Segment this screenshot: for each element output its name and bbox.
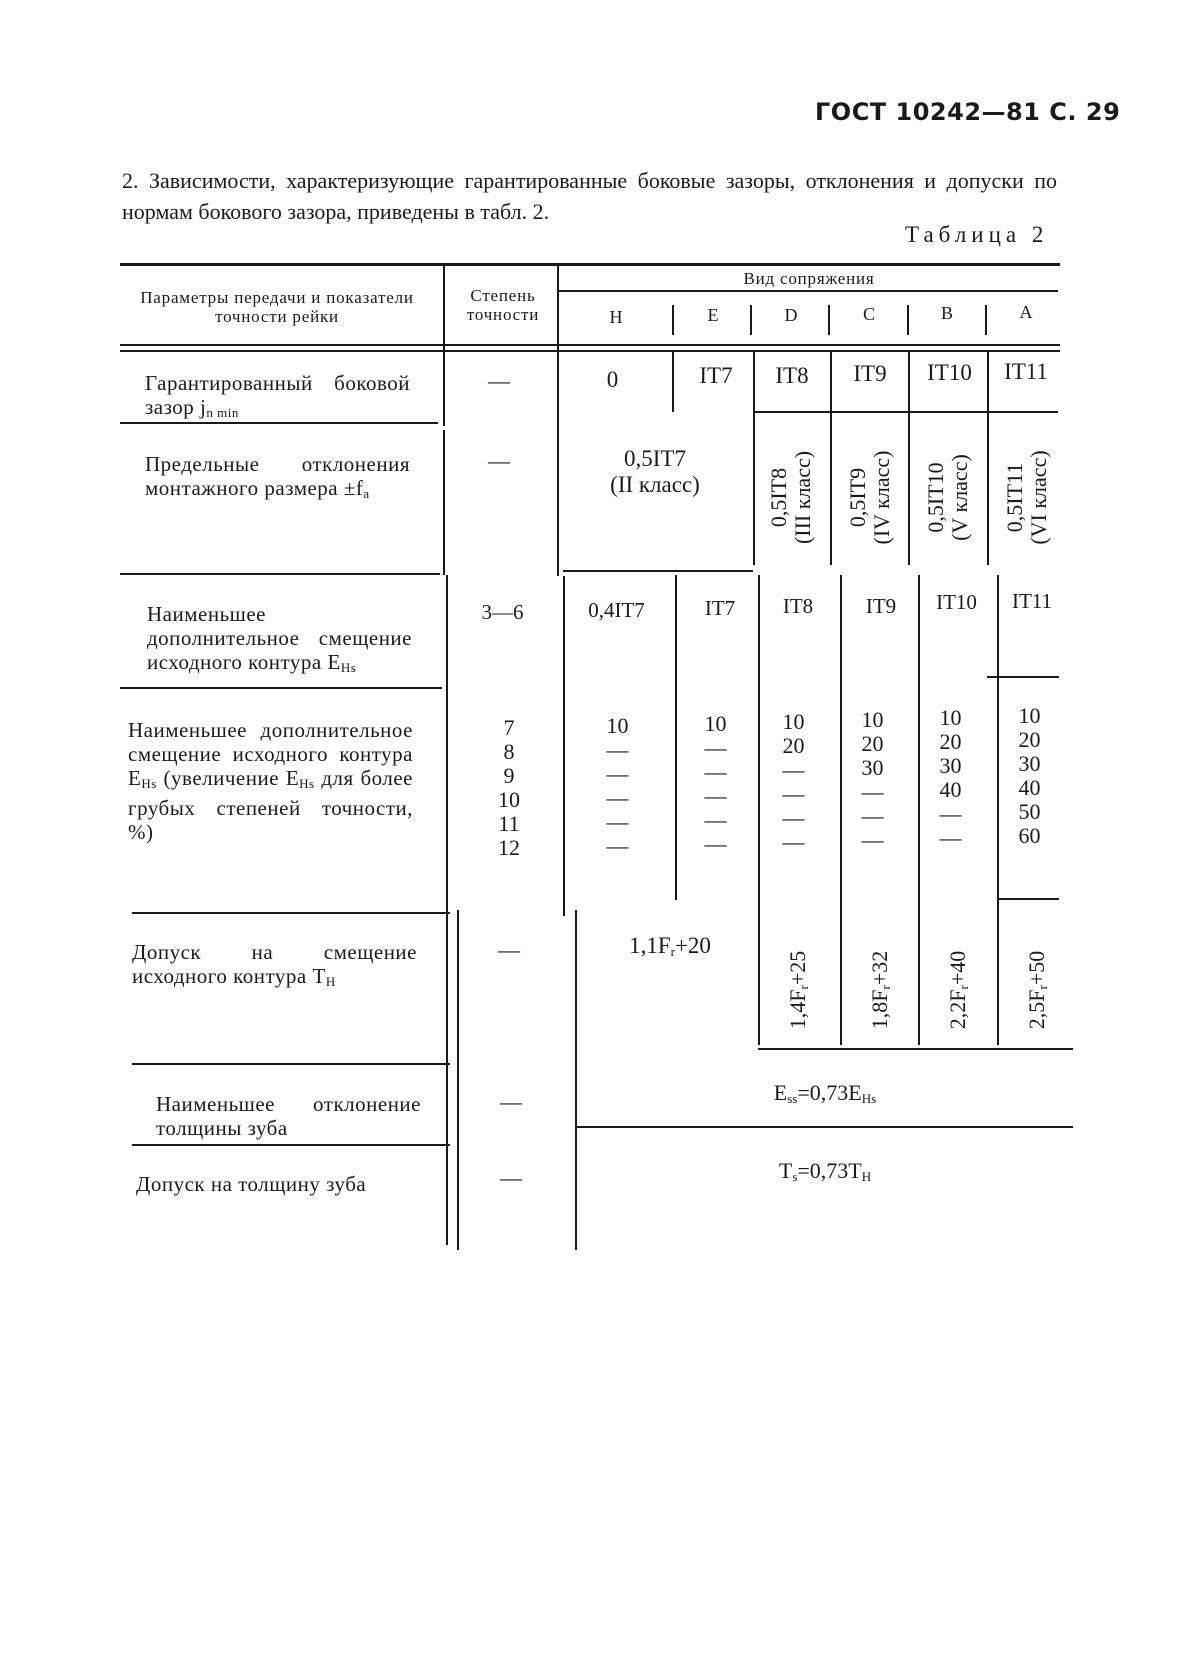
body-sep-ed-2	[758, 575, 760, 1045]
header-mating-e: E	[707, 305, 719, 325]
body-sep-he-1	[672, 350, 674, 412]
row-shift-degree: 3—6	[481, 600, 524, 624]
row-gap-degree: —	[488, 368, 510, 393]
vrule-mating-left-2	[563, 576, 565, 916]
vrule-degree-left-2	[443, 430, 445, 575]
hdr-sep-cb	[907, 305, 909, 335]
row-tolerance-b: $2,2F_r+40$	[945, 950, 971, 1030]
row-rule-3a	[120, 687, 442, 689]
row-shiftpct-degrees	[484, 716, 534, 860]
row-gap-d: IT8	[775, 363, 809, 388]
row-rule-6a	[132, 1144, 450, 1146]
row-gap-label: Гарантированный боковой зазор $j_{n min}$	[145, 371, 410, 420]
row-shift-b: IT10	[936, 590, 977, 614]
header-mating-h: H	[609, 307, 623, 327]
row-shift-a: IT11	[1011, 589, 1053, 613]
header-rule-2	[120, 350, 1060, 352]
vrule-degree-left-4	[457, 910, 459, 1250]
row-tolerance-degree: —	[498, 937, 520, 962]
row-shift-label: Наименьшее дополнительное смещение исходного контура $E_{Hs}$	[147, 602, 412, 675]
degree-7: 7	[503, 715, 515, 740]
degree-11: 11	[498, 811, 520, 836]
row-thicktol-degree: —	[500, 1165, 522, 1190]
row-deviation-c: 0,5IT9 (IV класс)	[845, 450, 894, 545]
body-sep-dc-1	[830, 350, 832, 565]
row-shiftpct-a: 10 20 30 40 50 60	[1018, 703, 1041, 848]
row-shift-h: 0,4IT7	[588, 598, 645, 622]
degree-12: 12	[498, 835, 520, 860]
row-shiftpct-d: 10 20 — — — —	[782, 709, 805, 854]
row-rule-3b	[987, 676, 1059, 678]
row-shift-c: IT9	[865, 594, 897, 618]
body-sep-dc-2	[840, 575, 842, 1045]
row-tolerance-d: $1,4F_r+25$	[785, 950, 811, 1030]
row-tolerance-he: $1,1F_r+20$	[629, 933, 711, 959]
header-mating-group: Вид сопряжения	[743, 269, 875, 288]
row-deviation-a: 0,5IT11 (VI класс)	[1002, 450, 1051, 545]
row-gap-h: 0	[606, 367, 619, 392]
row-shiftpct-e: 10 — — — — —	[704, 711, 727, 856]
header-mating-b: B	[940, 303, 953, 323]
hdr-sep-he	[672, 305, 674, 335]
intro-paragraph: 2. Зависимости, характеризующие гарантированные боковые зазоры, отклонения и допуски по нормам бокового зазора, приведены в табл. 2.	[122, 168, 1057, 224]
header-mating-a: A	[1019, 302, 1033, 322]
row-rule-4b	[997, 898, 1059, 900]
row-rule-5a	[132, 1063, 450, 1065]
header-mating-c: C	[862, 304, 875, 324]
row-rule-2a	[120, 573, 440, 575]
body-sep-he-2	[675, 575, 677, 900]
row-deviation-he-value: 0,5IT7	[624, 446, 686, 471]
row-thickdev-label: Наименьшее отклонение толщины зуба	[156, 1092, 421, 1140]
body-sep-cb-2	[918, 575, 920, 1045]
body-sep-cb-1	[908, 350, 910, 565]
row-thickdev-degree: —	[500, 1089, 522, 1114]
row-rule-4a	[132, 912, 450, 914]
body-sep-ba-2	[997, 575, 999, 1045]
row-rule-5b	[758, 1048, 1073, 1050]
degree-10: 10	[498, 787, 520, 812]
row-tolerance-label: Допуск на смещение исходного контура $T_H$	[132, 940, 417, 989]
row-tolerance-a: $2,5F_r+50$	[1024, 950, 1050, 1030]
header-degree-col: Степень точности	[466, 286, 540, 324]
row-rule-2b	[563, 570, 753, 572]
row-deviation-he-class: (II класс)	[610, 472, 700, 497]
row-thicktol-label: Допуск на толщину зуба	[136, 1172, 367, 1196]
hdr-sep-ed	[750, 305, 752, 335]
degree-9: 9	[503, 763, 515, 788]
vrule-degree-left	[443, 266, 445, 426]
vrule-mating-left-3	[575, 910, 577, 1250]
row-gap-a: IT11	[1004, 359, 1048, 384]
degree-8: 8	[503, 739, 515, 764]
row-shiftpct-c: 10 20 30 — — —	[861, 707, 884, 852]
row-thicktol-formula: $T_s=0,73T_H$	[778, 1158, 872, 1184]
row-deviation-b: 0,5IT10 (V класс)	[923, 454, 972, 541]
table-caption: Таблица 2	[905, 222, 1049, 247]
hdr-sep-dc	[828, 305, 830, 335]
header-mating-d: D	[784, 305, 798, 325]
body-sep-ed-1	[753, 350, 755, 565]
row-deviation-label: Предельные отклонения монтажного размера $\pm f_a$	[145, 452, 410, 501]
row-deviation-he	[580, 446, 730, 498]
row-shiftpct-b: 10 20 30 40 — —	[939, 705, 962, 850]
row-shiftpct-h: 10 — — — — —	[606, 713, 629, 858]
header-param-col: Параметры передачи и показатели точности рейки	[140, 288, 414, 326]
row-tolerance-c: $1,8F_r+32$	[867, 950, 893, 1030]
header-rule-1	[120, 344, 1060, 346]
row-gap-e: IT7	[699, 363, 733, 388]
row-rule-1b	[753, 411, 1058, 413]
body-sep-ba-1	[987, 350, 989, 565]
mating-subrule	[558, 290, 1058, 292]
row-deviation-d: 0,5IT8 (III класс)	[766, 450, 815, 545]
row-shiftpct-label: Наименьшее дополнительное смещение исходного контура $E_{Hs}$ (увеличение $E_{Hs}$ для более грубых степеней точности, %)	[128, 718, 413, 844]
hdr-sep-ba	[985, 305, 987, 335]
row-gap-c: IT9	[853, 361, 887, 386]
row-thickdev-formula: $E_{ss}=0,73E_{Hs}$	[773, 1080, 877, 1106]
page-header: ГОСТ 10242—81 С. 29	[815, 98, 1121, 126]
table-top-rule	[120, 263, 1060, 266]
row-gap-b: IT10	[927, 360, 972, 385]
row-shift-d: IT8	[782, 594, 814, 618]
row-shift-e: IT7	[704, 596, 736, 620]
row-rule-6b	[575, 1126, 1073, 1128]
row-deviation-degree: —	[488, 448, 510, 473]
